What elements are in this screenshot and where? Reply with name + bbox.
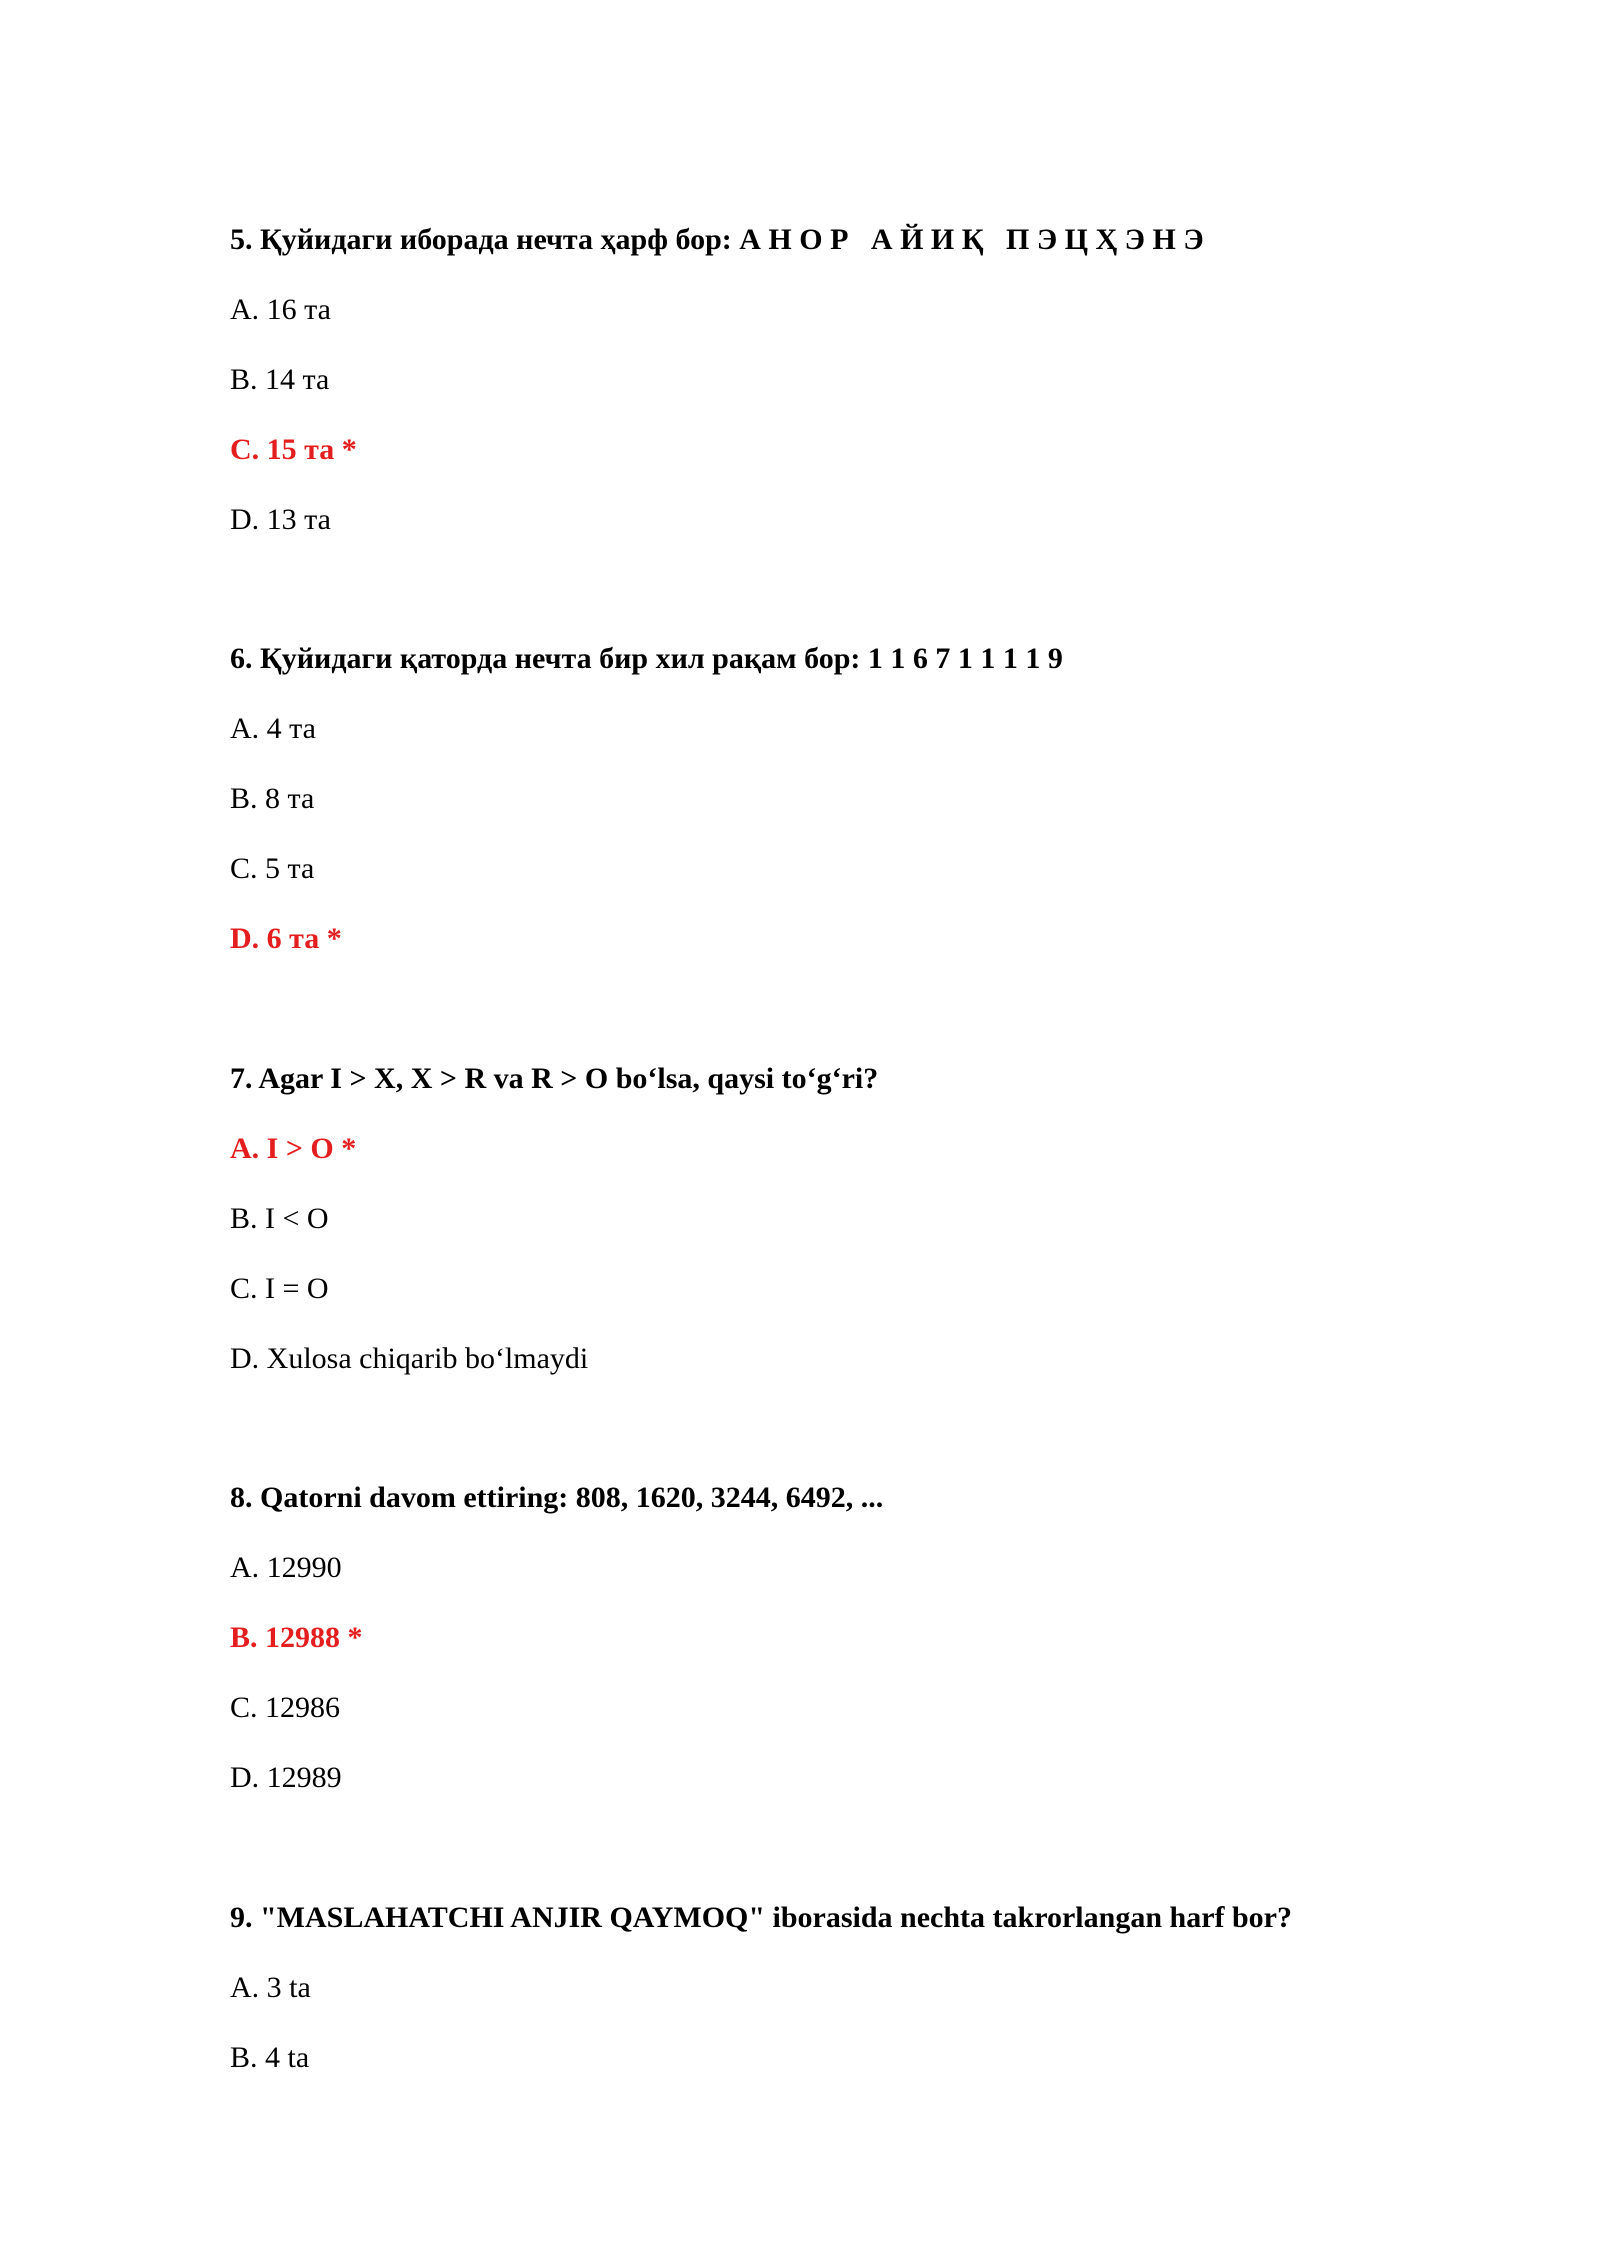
answer-option-b: B. 14 та: [230, 363, 330, 396]
answer-option-a: A. 3 ta: [230, 1971, 311, 2004]
question-text: 7. Agar I > X, X > R va R > O bo‘lsa, qaysi to‘g‘ri?: [230, 1062, 879, 1095]
answer-option-b-correct: B. 12988 *: [230, 1621, 363, 1654]
question-text: 8. Qatorni davom ettiring: 808, 1620, 3244, 6492, ...: [230, 1481, 884, 1514]
question-9: [230, 1900, 1480, 2076]
question-text: 5. Қуйидаги иборада нечта ҳарф бор: А Н О Р А Й И Қ П Э Ц Ҳ Э Н Э: [230, 223, 1204, 256]
answer-option-c: C. I = O: [230, 1272, 329, 1305]
answer-option-b: B. I < O: [230, 1202, 329, 1235]
question-7: [230, 1061, 1480, 1377]
answer-option-d: D. 12989: [230, 1761, 342, 1794]
answer-option-a: A. 12990: [230, 1551, 342, 1584]
answer-option-b: B. 8 та: [230, 782, 315, 815]
answer-option-a-correct: A. I > O *: [230, 1132, 357, 1165]
answer-option-a: A. 4 та: [230, 712, 316, 745]
question-5: [230, 222, 1480, 538]
question-8: [230, 1480, 1480, 1796]
answer-option-d: D. 13 та: [230, 503, 331, 536]
answer-option-a: A. 16 та: [230, 293, 331, 326]
question-text: 6. Қуйидаги қаторда нечта бир хил рақам бор: 1 1 6 7 1 1 1 1 9: [230, 642, 1063, 675]
answer-option-c: C. 5 та: [230, 852, 315, 885]
question-6: [230, 641, 1480, 957]
answer-option-d: D. Xulosa chiqarib bo‘lmaydi: [230, 1342, 589, 1375]
answer-option-b: B. 4 ta: [230, 2041, 310, 2074]
question-text: 9. "MASLAHATCHI ANJIR QAYMOQ" iborasida nechta takrorlangan harf bor?: [230, 1901, 1292, 1934]
answer-option-c: C. 12986: [230, 1691, 341, 1724]
answer-option-d-correct: D. 6 та *: [230, 922, 342, 955]
answer-option-c-correct: C. 15 та *: [230, 433, 357, 466]
